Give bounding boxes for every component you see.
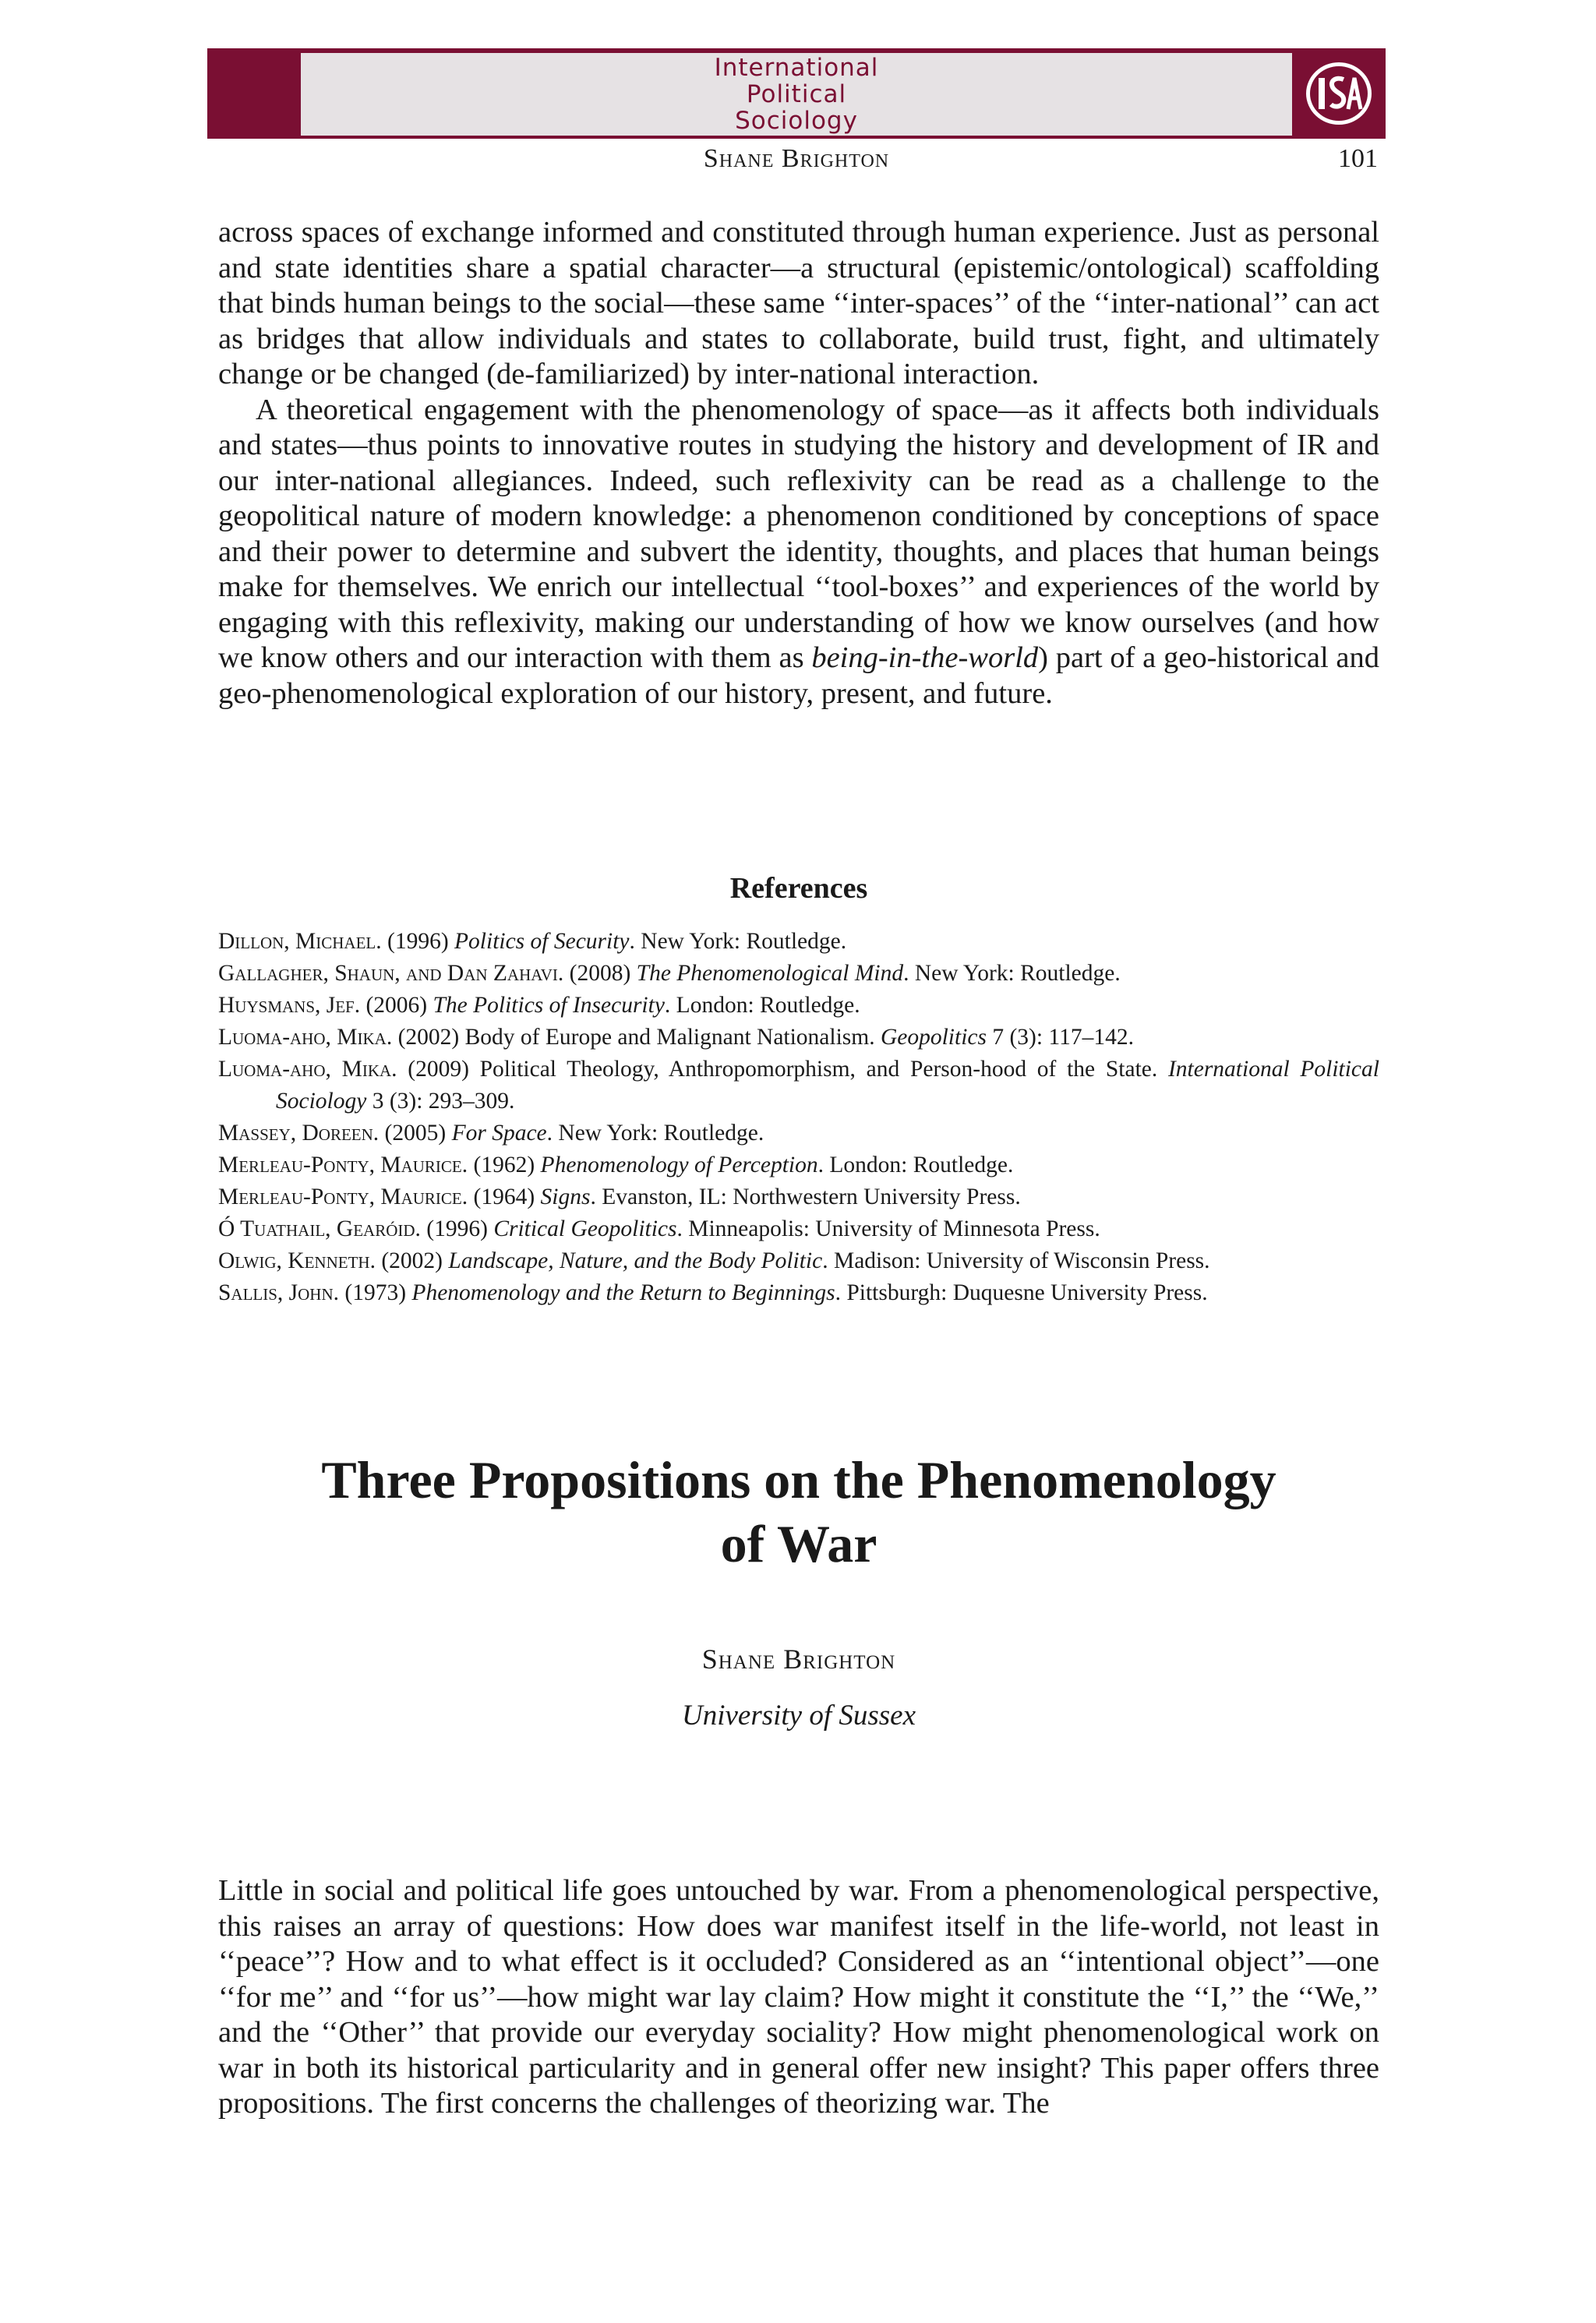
reference-author: Gallagher, Shaun, and Dan Zahavi. bbox=[218, 961, 564, 986]
body-paragraph-1: across spaces of exchange informed and constituted through human experience. Just as personal and state identities share a spatial character—a structural (epistemic/ontological) scaffolding that binds human beings to the social—these same ‘‘inter-spaces’’ of the ‘‘inter-national’’ can act as bridges that allow individuals and states to collaborate, build trust, fight, and ultimately change or be changed (de-familiarized) by inter-national interaction. bbox=[218, 216, 1379, 390]
reference-details: . London: Routledge. bbox=[817, 1153, 1014, 1177]
reference-author: Huysmans, Jef. bbox=[218, 993, 361, 1018]
reference-title: Phenomenology of Perception bbox=[540, 1153, 818, 1177]
reference-item bbox=[218, 1245, 1379, 1277]
article-author: Shane Brighton bbox=[701, 1643, 896, 1675]
reference-year: (2002) Body of Europe and Malignant Nationalism. bbox=[392, 1025, 881, 1050]
body-paragraph-2-text-end: ) part of a geo-historical and geo-phenomenological exploration of our history, present, and future. bbox=[218, 641, 1379, 710]
isa-logo-icon bbox=[1305, 61, 1373, 126]
reference-title: Landscape, Nature, and the Body Politic bbox=[448, 1248, 823, 1273]
reference-details: . New York: Routledge. bbox=[903, 961, 1121, 986]
body-paragraph-2-italic: being-in-the-world bbox=[811, 641, 1039, 674]
reference-title: Politics of Security bbox=[454, 929, 630, 954]
reference-details: . New York: Routledge. bbox=[629, 929, 847, 954]
reference-year: (2005) bbox=[379, 1121, 452, 1146]
reference-title: Phenomenology and the Return to Beginnings bbox=[411, 1280, 835, 1305]
journal-title-line3: Sociology bbox=[735, 107, 858, 135]
reference-title: The Phenomenological Mind bbox=[636, 961, 904, 986]
reference-author: Merleau-Ponty, Maurice. bbox=[218, 1184, 468, 1209]
reference-author: Ó Tuathail, Gearóid. bbox=[218, 1216, 421, 1241]
reference-item bbox=[218, 1149, 1379, 1181]
reference-author: Merleau-Ponty, Maurice. bbox=[218, 1153, 468, 1177]
references-heading: References bbox=[729, 872, 868, 905]
journal-banner bbox=[207, 48, 1386, 139]
reference-item bbox=[218, 1213, 1379, 1245]
reference-year: (2008) bbox=[563, 961, 637, 986]
reference-title: Critical Geopolitics bbox=[493, 1216, 677, 1241]
article-affiliation: University of Sussex bbox=[681, 1700, 916, 1732]
reference-item bbox=[218, 1022, 1379, 1054]
reference-item bbox=[218, 958, 1379, 990]
reference-item bbox=[218, 1117, 1379, 1149]
reference-item bbox=[218, 1054, 1379, 1117]
reference-year: (1962) bbox=[468, 1153, 541, 1177]
running-head-author: Shane Brighton bbox=[703, 144, 890, 173]
journal-title-line1: International bbox=[714, 54, 879, 82]
reference-year: (2009) Political Theology, Anthropomorphism, and Person-hood of the State. bbox=[397, 1057, 1168, 1082]
reference-details: 7 (3): 117–142. bbox=[986, 1025, 1134, 1050]
reference-year: (2006) bbox=[360, 993, 433, 1018]
reference-title: For Space bbox=[451, 1121, 547, 1146]
reference-author: Luoma-aho, Mika. bbox=[218, 1025, 393, 1050]
running-head bbox=[207, 144, 1386, 178]
article-title-line2: of War bbox=[720, 1514, 877, 1573]
article-title bbox=[218, 1448, 1379, 1576]
reference-author: Massey, Doreen. bbox=[218, 1121, 380, 1146]
reference-details: . Pittsburgh: Duquesne University Press. bbox=[835, 1280, 1208, 1305]
intro-paragraph: Little in social and political life goes untouched by war. From a phenomenological perspective, this raises an array of questions: How does war manifest itself in the life-world, not least in ‘‘peace’’? How and to what effect is it occluded? Considered as an ‘‘intentional object’’—one ‘‘for me’’ and ‘‘for us’’—how might war lay claim? How might it constitute the ‘‘I,’’ the ‘‘We,’’ and the ‘‘Other’’ that provide our everyday sociality? How might phenomenological work on war in both its historical particularity and in general offer new insight? This paper offers three propositions. The first concerns the challenges of theorizing war. The bbox=[218, 1874, 1379, 2120]
reference-author: Sallis, John. bbox=[218, 1280, 340, 1305]
reference-year: (1964) bbox=[468, 1184, 541, 1209]
reference-details: . Madison: University of Wisconsin Press. bbox=[822, 1248, 1210, 1273]
reference-details: . Evanston, IL: Northwestern University Press. bbox=[590, 1184, 1021, 1209]
article-title-line1: Three Propositions on the Phenomenology bbox=[321, 1450, 1276, 1509]
article-intro bbox=[218, 1873, 1379, 2122]
reference-year: (1973) bbox=[339, 1280, 412, 1305]
reference-year: (2002) bbox=[375, 1248, 449, 1273]
body-paragraph-2 bbox=[218, 393, 1379, 712]
references-list bbox=[218, 926, 1379, 1309]
reference-title: Signs bbox=[540, 1184, 591, 1209]
reference-details: . New York: Routledge. bbox=[546, 1121, 764, 1146]
reference-details: 3 (3): 293–309. bbox=[366, 1089, 515, 1114]
reference-item bbox=[218, 1181, 1379, 1213]
reference-author: Dillon, Michael. bbox=[218, 929, 382, 954]
reference-item bbox=[218, 926, 1379, 958]
reference-year: (1996) bbox=[420, 1216, 494, 1241]
body-text bbox=[218, 215, 1379, 711]
journal-title bbox=[301, 53, 1292, 136]
reference-year: (1996) bbox=[381, 929, 455, 954]
reference-title: Geopolitics bbox=[880, 1025, 987, 1050]
reference-author: Olwig, Kenneth. bbox=[218, 1248, 376, 1273]
reference-title: The Politics of Insecurity bbox=[433, 993, 665, 1018]
reference-details: . London: Routledge. bbox=[664, 993, 860, 1018]
page-number: 101 bbox=[1338, 144, 1378, 173]
reference-title: International Political Sociology bbox=[276, 1057, 1379, 1114]
reference-item bbox=[218, 990, 1379, 1022]
journal-title-line2: Political bbox=[746, 80, 847, 108]
reference-details: . Minneapolis: University of Minnesota Press. bbox=[676, 1216, 1100, 1241]
reference-item bbox=[218, 1277, 1379, 1309]
reference-author: Luoma-aho, Mika. bbox=[218, 1057, 397, 1082]
body-paragraph-2-text: A theoretical engagement with the phenomenology of space—as it affects both individuals and states—thus points to innovative routes in studying the history and development of IR and our inter-national allegiances. Indeed, such reflexivity can be read as a challenge to the geopolitical nature of modern knowledge: a phenomenon conditioned by conceptions of space and their power to determine and subvert the identity, thoughts, and places that human beings make for themselves. We enrich our intellectual ‘‘tool-boxes’’ and experiences of the world by engaging with this reflexivity, making our understanding of how we know ourselves (and how we know others and our interaction with them as bbox=[218, 393, 1379, 674]
